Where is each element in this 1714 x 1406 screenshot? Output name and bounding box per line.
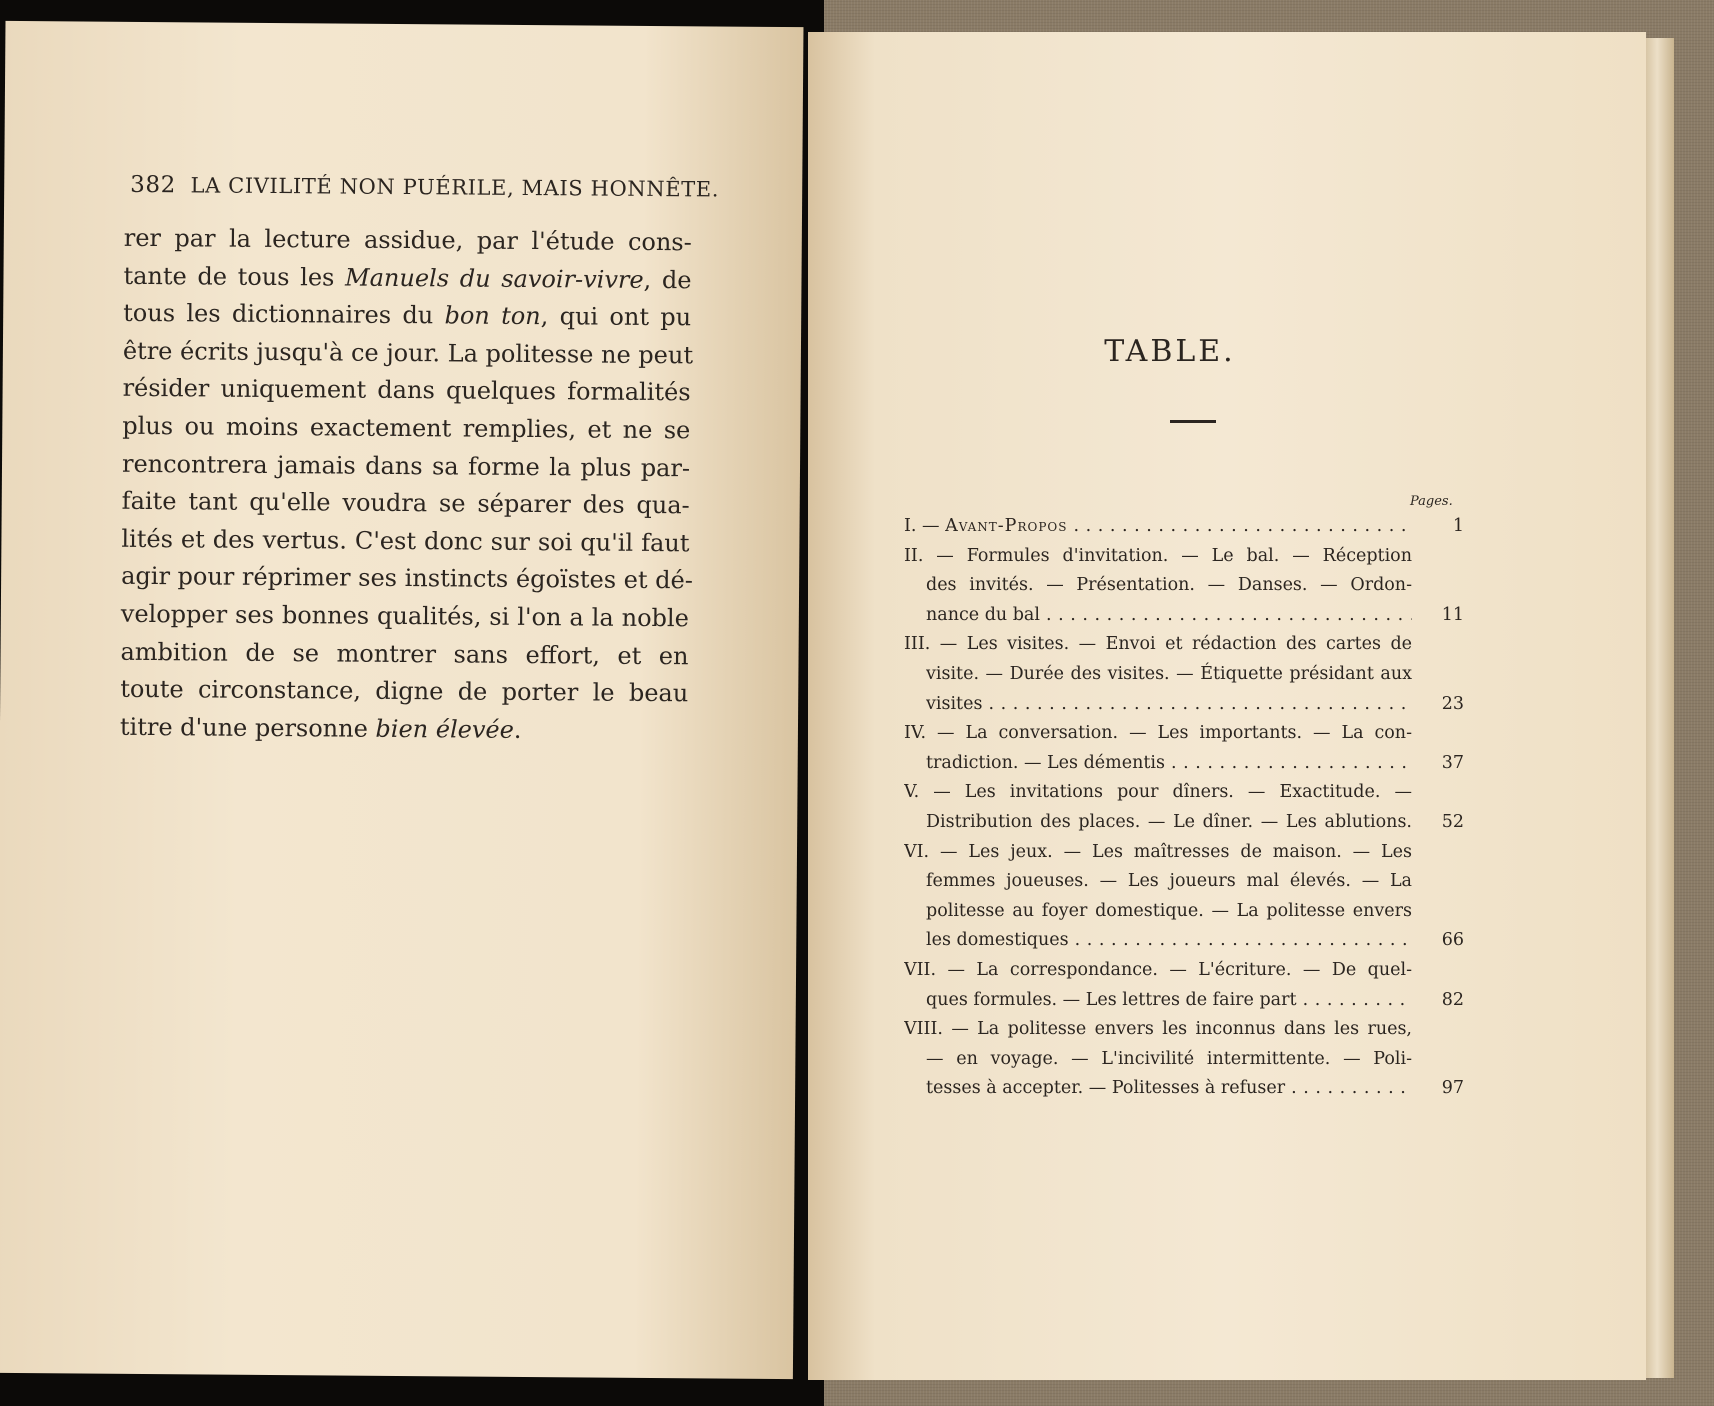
text-line (121, 521, 689, 563)
toc-entry-text: des invités. — Présentation. — Danses. — Ordon- (926, 575, 1412, 596)
toc-line (904, 838, 1464, 868)
toc-line (904, 690, 1464, 720)
toc-line (904, 1015, 1464, 1045)
toc-line (904, 956, 1464, 986)
table-title: TABLE. (1104, 334, 1236, 369)
toc-entry-text: visite. — Durée des visites. — Étiquette présidant aux (926, 663, 1412, 684)
text-line (124, 220, 692, 262)
toc-entry-text: visites . . . (926, 690, 1412, 720)
toc-page-number: 82 (1441, 989, 1464, 1010)
toc-entry-text: ques formules. — Les lettres de faire part . . . (926, 986, 1412, 1016)
toc-entry-text: IV. — La conversation. — Les importants. — La con- (904, 723, 1412, 744)
text-line (123, 295, 691, 337)
text-line (120, 633, 688, 675)
text-run: résider uniquement dans quelques formalités (122, 374, 691, 407)
text-run: plus ou moins exactement remplies, et ne se (122, 411, 691, 445)
text-run: toute circonstance, digne de porter le beau (120, 674, 689, 708)
text-run: rer par la lecture assidue, par l'étude cons- (123, 223, 692, 257)
toc-entry-text: VII. — La correspondance. — L'écriture. — De quel- (904, 959, 1412, 980)
text-run: lités et des vertus. C'est donc sur soi qu'il faut (121, 524, 690, 558)
table-of-contents (904, 512, 1464, 1104)
text-run: ambition de se montrer sans effort, et en (120, 637, 689, 670)
body-text (120, 220, 692, 751)
text-run: être écrits jusqu'à ce jour. La politesse ne peut (122, 336, 694, 370)
toc-line (904, 571, 1464, 601)
text-line (122, 408, 690, 450)
toc-line (904, 808, 1464, 838)
toc-entry-text: tradiction. — Les démentis . . . (926, 749, 1412, 779)
toc-page-number: 52 (1441, 811, 1464, 832)
text-line (122, 445, 690, 487)
text-line (120, 671, 688, 713)
toc-entry-text: II. — Formules d'invitation. — Le bal. — Réception (904, 545, 1412, 566)
italic-phrase: bien élevée (375, 714, 514, 744)
toc-entry-text: nance du bal . . . (926, 601, 1412, 631)
text-run: , de (643, 265, 692, 294)
text-run: . (513, 715, 522, 744)
toc-entry-text: VI. — Les jeux. — Les maîtresses de maison. — Les (904, 841, 1412, 862)
text-run: velopper ses bonnes qualités, si l'on a la noble (120, 599, 689, 633)
text-line (121, 596, 689, 638)
toc-line (904, 1074, 1464, 1104)
toc-line (904, 512, 1464, 542)
toc-entry-text: tesses à accepter. — Politesses à refuser . . . (926, 1074, 1412, 1104)
text-line (122, 370, 690, 412)
toc-line (904, 719, 1464, 749)
text-line (123, 257, 691, 299)
toc-entry-text: — en voyage. — L'incivilité intermittente. — Poli- (926, 1048, 1412, 1069)
toc-line (904, 778, 1464, 808)
toc-entry-text: V. — Les invitations pour dîners. — Exactitude. — (904, 782, 1412, 803)
toc-entry-text: femmes joueuses. — Les joueurs mal élevés. — La (926, 871, 1412, 892)
toc-line (904, 749, 1464, 779)
text-run: rencontrera jamais dans sa forme la plus par- (121, 449, 691, 482)
toc-page-number: 1 (1452, 516, 1464, 536)
toc-line (904, 897, 1464, 927)
toc-line (904, 867, 1464, 897)
toc-entry-text: Distribution des places. — Le dîner. — Les ablutions. (926, 811, 1412, 832)
toc-smallcaps: Avant-Propos (945, 516, 1068, 536)
toc-entry-text: les domestiques . . . (926, 926, 1412, 956)
text-line (120, 709, 688, 751)
toc-line (904, 660, 1464, 690)
toc-line (904, 986, 1464, 1016)
toc-line (904, 630, 1464, 660)
toc-page-number: 11 (1441, 604, 1464, 625)
text-run: , qui ont pu (540, 302, 692, 332)
toc-page-number: 23 (1441, 693, 1464, 714)
text-run: tante de tous les (123, 261, 346, 292)
text-line (121, 558, 693, 600)
toc-line (904, 1045, 1464, 1075)
pages-column-label: Pages. (1410, 494, 1453, 509)
text-run: tous les dictionnaires du (123, 299, 445, 330)
running-head (130, 171, 720, 202)
text-run: agir pour réprimer ses instincts égoïstes et dé- (121, 562, 693, 595)
title-rule (1170, 420, 1216, 423)
italic-phrase: bon ton (444, 301, 541, 331)
toc-line (904, 542, 1464, 572)
toc-page-number: 97 (1441, 1078, 1464, 1099)
italic-phrase: Manuels du savoir-vivre (344, 263, 644, 294)
toc-page-number: 66 (1441, 930, 1464, 951)
page-number: 382 (130, 171, 177, 199)
toc-line (904, 926, 1464, 956)
running-title: LA CIVILITÉ NON PUÉRILE, MAIS HONNÊTE. (190, 173, 720, 202)
toc-page-number: 37 (1441, 752, 1464, 773)
text-line (122, 333, 694, 375)
toc-line (904, 601, 1464, 631)
toc-entry-text: III. — Les visites. — Envoi et rédaction des cartes de (904, 634, 1412, 655)
toc-entry-text: politesse au foyer domestique. — La politesse envers (926, 900, 1412, 921)
toc-prefix: I. — (904, 516, 946, 536)
toc-entry-text (904, 512, 1412, 542)
text-run: titre d'une personne (119, 712, 376, 743)
text-line (122, 483, 690, 525)
toc-entry-text: VIII. — La politesse envers les inconnus dans les rues, (904, 1019, 1412, 1040)
text-run: faite tant qu'elle voudra se séparer des qua- (121, 486, 690, 520)
page-edge (1646, 38, 1674, 1378)
left-page (0, 21, 803, 1379)
